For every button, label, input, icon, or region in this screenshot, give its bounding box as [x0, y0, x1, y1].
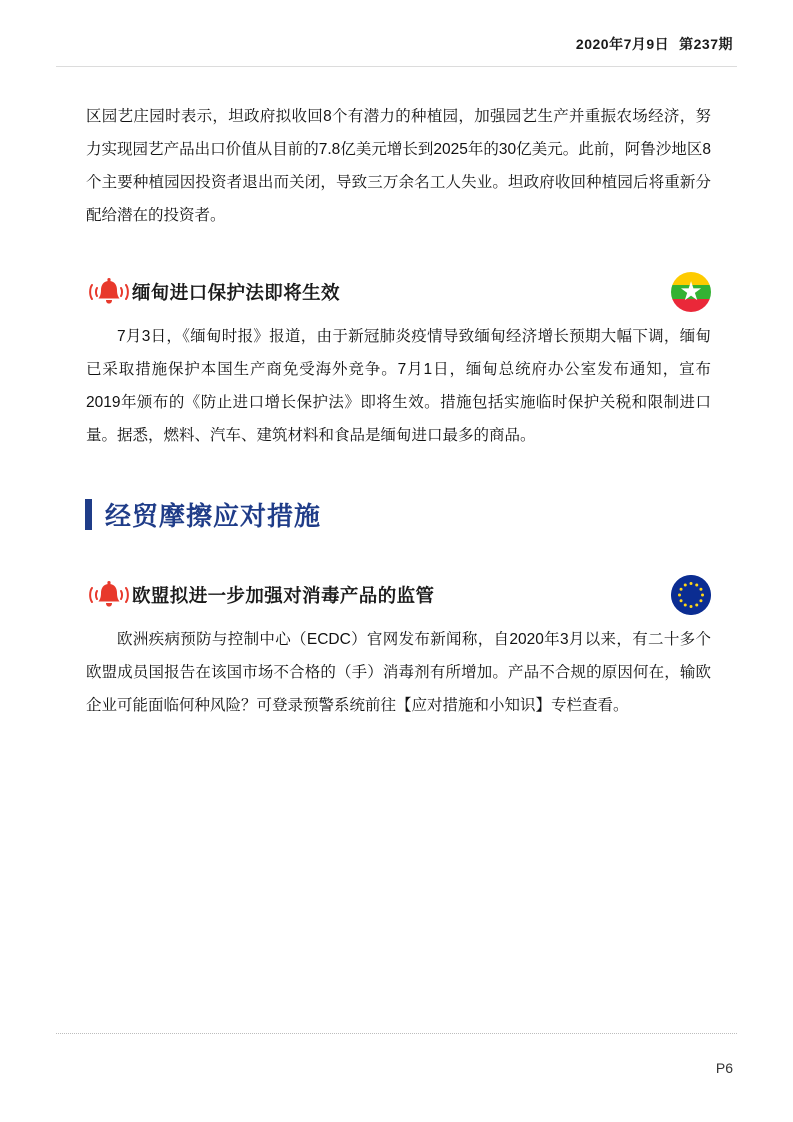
news-headline-row-2: [86, 573, 711, 617]
eu-flag-icon: [671, 575, 711, 615]
header-divider: [56, 66, 737, 67]
header-date: 2020年7月9日: [575, 36, 670, 52]
myanmar-flag-icon: [671, 272, 711, 312]
news-body-1: 7月3日，《缅甸时报》报道，由于新冠肺炎疫情导致缅甸经济增长预期大幅下调，缅甸已采取措施保护本国生产商免受海外竞争。7月1日，缅甸总统府办公室发布通知，宣布2019年颁布的《防止进口增长保护法》即将生效。措施包括实施临时保护关税和限制进口量。据悉，燃料、汽车、建筑材料和食品是缅甸进口最多的商品。: [86, 328, 711, 444]
page-header: [576, 34, 733, 54]
news-headline-row-1: [86, 270, 711, 314]
section-title: [85, 496, 711, 533]
news-headline-2: 欧盟拟进一步加强对消毒产品的监管: [132, 585, 435, 606]
news-headline-1: 缅甸进口保护法即将生效: [132, 282, 340, 303]
page-number: P6: [715, 1060, 733, 1076]
section-accent-bar: [85, 499, 92, 530]
news-body-2: 欧洲疾病预防与控制中心（ECDC）官网发布新闻称，自2020年3月以来，有二十多个欧盟成员国报告在该国市场不合格的（手）消毒剂有所增加。产品不合规的原因何在，输欧企业可能面临何种风险？可登录预警系统前往【应对措施和小知识】专栏查看。: [86, 631, 711, 714]
document-content: [86, 100, 711, 722]
bell-icon: [86, 578, 132, 612]
spacer: [86, 543, 711, 557]
footer-divider: [56, 1033, 737, 1034]
continued-paragraph: 区园艺庄园时表示，坦政府拟收回8个有潜力的种植园，加强园艺生产并重振农场经济，努力实现园艺产品出口价值从目前的7.8亿美元增长到2025年的30亿美元。此前，阿鲁沙地区8个主要种植园因投资者退出而关闭，导致三万余名工人失业。坦政府收回种植园后将重新分配给潜在的投资者。: [86, 108, 711, 224]
bell-icon: [86, 275, 132, 309]
spacer: [86, 232, 711, 254]
flag-star: ★: [679, 275, 703, 306]
section-title-label: 经贸摩擦应对措施: [105, 501, 322, 531]
header-issue: 第237期: [679, 36, 733, 52]
